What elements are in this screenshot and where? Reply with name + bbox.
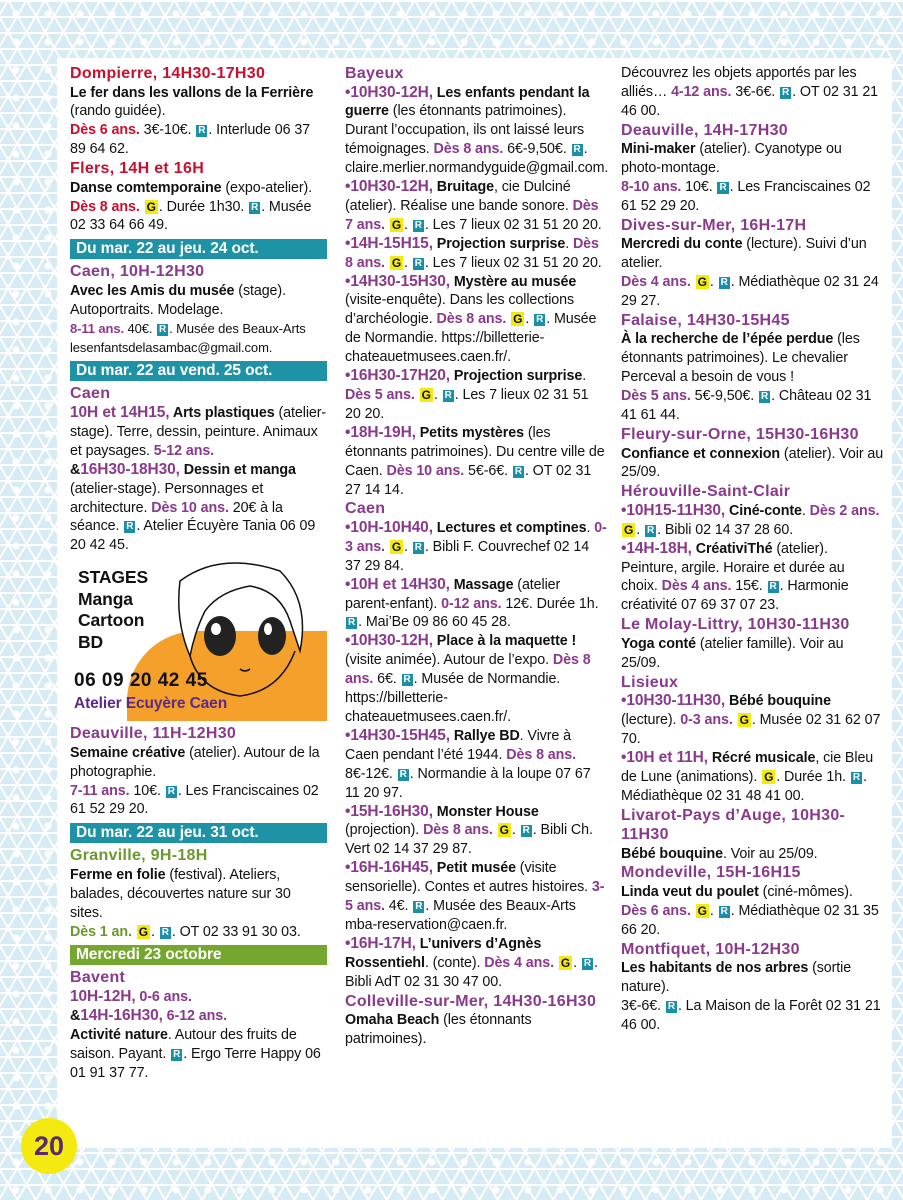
event-bavent bbox=[70, 968, 327, 1082]
age-range: Dès 4 ans. bbox=[484, 954, 554, 971]
contact: . Musée des Beaux-Arts mba-reservation@caen.fr. bbox=[345, 898, 576, 933]
stage-atelier: Atelier Ecuyère Caen bbox=[74, 695, 228, 713]
free-badge: G bbox=[697, 903, 707, 918]
duration: . Durée 1h30. bbox=[158, 198, 249, 215]
event-time: •16H30-17H20, bbox=[345, 367, 450, 385]
price: 15€. bbox=[731, 578, 767, 595]
event-time: •16H-17H, bbox=[345, 934, 416, 952]
contact: . Musée de Normandie. https://billetterie-chateauetmusees.caen.fr/. bbox=[345, 311, 597, 366]
contact: . Bibli 02 14 37 28 60. bbox=[657, 521, 794, 538]
contact: . Normandie à la loupe 07 67 11 20 97. bbox=[345, 765, 591, 801]
free-badge: G bbox=[421, 388, 431, 402]
location-heading: Dompierre, 14H30-17H30 bbox=[70, 65, 266, 82]
age-range: Dès 4 ans. bbox=[621, 274, 691, 291]
age-range: Dès 8 ans. bbox=[423, 822, 493, 839]
reservation-badge: R bbox=[536, 314, 544, 326]
event-desc: (les étonnants patrimoines). Durant l’occupation, ils ont laissé leurs témoignages. bbox=[345, 103, 585, 158]
free-badge: G bbox=[697, 275, 707, 290]
location-heading: Bavent bbox=[70, 969, 126, 987]
event-time: •10H30-12H, bbox=[345, 178, 433, 196]
price: 5€-9,50€. bbox=[690, 388, 758, 405]
price: 6€. bbox=[373, 671, 401, 688]
event-item: •14H30-15H30, Mystère au musée (visite-enquête). Dans les collections d’archéologie. Dès 8 ans. G . R . Musée de Normandie. https://billetterie-chateauetmusees.caen.fr/. bbox=[345, 272, 597, 366]
contact: . Château 02 31 41 61 44. bbox=[621, 388, 872, 424]
event-desc: (atelier parent-enfant). bbox=[345, 576, 561, 612]
reservation-badge: R bbox=[514, 465, 522, 477]
contact: . La Maison de la Forêt 02 31 21 46 00. bbox=[621, 997, 881, 1033]
event-title: Mini-maker bbox=[621, 141, 696, 158]
reservation-badge: R bbox=[667, 1000, 675, 1012]
event-desc: (atelier-stage). Personnages et architecture. bbox=[70, 480, 264, 516]
location-heading: Lisieux bbox=[621, 673, 679, 691]
event-deauville bbox=[621, 121, 885, 216]
age-range: 4-12 ans. bbox=[671, 83, 732, 100]
event-time: •10H30-11H30, bbox=[621, 692, 726, 710]
event-falaise bbox=[621, 311, 885, 425]
age-range: 8-10 ans. bbox=[621, 179, 682, 196]
price: 20€ à la séance. bbox=[70, 499, 283, 535]
age-range: Dès 8 ans. bbox=[433, 141, 504, 158]
event-title: CréativiThé bbox=[691, 540, 773, 557]
price: 3€-6€. bbox=[621, 997, 665, 1014]
event-title: Projection surprise bbox=[449, 368, 583, 385]
location-heading: Granville, 9H-18H bbox=[70, 847, 208, 865]
free-badge: G bbox=[499, 823, 509, 838]
event-title: Ferme en folie bbox=[70, 866, 166, 883]
event-item: •16H-17H, L’univers d’Agnès Rossentiehl. (conte). Dès 4 ans. G . R . Bibli AdT 02 31 30 47 00. bbox=[345, 934, 598, 990]
event-title: Lectures et comptines bbox=[432, 519, 587, 536]
contact: . Musée de Normandie. https://billetterie-chateauetmusees.caen.fr/. bbox=[345, 671, 561, 725]
event-item bbox=[621, 540, 885, 616]
stage-line: Manga bbox=[78, 588, 133, 609]
event-desc: (lecture). Suivi d’un atelier. bbox=[621, 236, 867, 272]
event-desc: (stage). Autoportraits. Modelage. bbox=[70, 282, 286, 318]
reservation-badge: R bbox=[719, 182, 727, 194]
location-heading: Le Molay-Littry, 10H30-11H30 bbox=[621, 616, 850, 634]
age-range: Dès 6 ans. bbox=[70, 122, 140, 139]
age-range: Dès 10 ans. bbox=[386, 462, 465, 479]
event-desc: (les étonnants patrimoines). Du centre ville de Caen. bbox=[345, 424, 605, 479]
duration: . Durée 1h. bbox=[776, 768, 850, 785]
free-badge: G bbox=[391, 539, 402, 554]
event-time: •15H-16H30, bbox=[345, 802, 433, 820]
reservation-badge: R bbox=[251, 201, 259, 213]
event-title: Yoga conté bbox=[621, 635, 696, 652]
date-band: Du mar. 22 au jeu. 24 oct. bbox=[70, 239, 327, 259]
age-range: Dès 1 an. bbox=[70, 923, 132, 940]
reservation-badge: R bbox=[126, 521, 134, 533]
event-time: 10H-12H, bbox=[70, 987, 136, 1005]
event-continued bbox=[621, 64, 885, 121]
age-range: 0-3 ans. bbox=[345, 519, 607, 555]
event-desc: (visite sensorielle). Contes et autres histoires. bbox=[345, 860, 592, 896]
event-dives: Dives-sur-Mer, 16H-17H Mercredi du conte (lecture). Suivi d’un atelier. Dès 4 ans. G . R . Médiathèque 02 31 24 29 27. bbox=[621, 216, 885, 311]
page-number: 20 bbox=[21, 1118, 77, 1174]
reservation-badge: R bbox=[646, 524, 655, 536]
reservation-badge: R bbox=[167, 785, 175, 797]
event-time: •16H-16H45, bbox=[345, 859, 433, 877]
reservation-badge: R bbox=[720, 277, 728, 289]
event-desc: . bbox=[565, 235, 573, 252]
event-desc: . Autour des fruits de saison. Payant. bbox=[70, 1026, 297, 1062]
age-range: Dès 8 ans. bbox=[70, 198, 140, 215]
reservation-badge: R bbox=[414, 257, 422, 269]
stage-text bbox=[78, 567, 148, 653]
event-title: Ciné-conte bbox=[725, 502, 802, 519]
event-time: •14H30-15H45, bbox=[345, 726, 450, 744]
event-item bbox=[621, 692, 885, 749]
free-badge: G bbox=[624, 522, 634, 537]
age-range: Dès 8 ans. bbox=[345, 652, 591, 688]
event-title: Projection surprise bbox=[432, 235, 566, 252]
event-granville: Granville, 9H-18H Ferme en folie (festival). Ateliers, balades, découvertes nature sur 30 sites. Dès 1 an. G . R . OT 02 33 91 30 03. bbox=[70, 846, 327, 941]
event-title: Bébé bouquine bbox=[725, 693, 831, 710]
contact: . Bibli AdT 02 31 30 47 00. bbox=[345, 954, 598, 990]
contact: . Musée 02 33 64 66 49. bbox=[70, 198, 312, 234]
event-desc: . bbox=[582, 368, 587, 385]
contact: . Ergo Terre Happy 06 01 91 37 77. bbox=[70, 1045, 321, 1081]
location-heading: Fleury-sur-Orne, 15H30-16H30 bbox=[621, 426, 859, 443]
event-title: Mercredi du conte bbox=[621, 236, 743, 253]
stage-advertisement bbox=[70, 559, 327, 721]
contact: . Mai’Be 09 86 60 45 28. bbox=[358, 614, 511, 631]
age-range: 0-12 ans. bbox=[441, 595, 502, 612]
event-desc: . (conte). bbox=[424, 954, 485, 971]
age-range: Dès 8 ans. bbox=[345, 235, 599, 271]
free-badge: G bbox=[391, 255, 402, 270]
event-desc: , cie Bleu de Lune (animations). bbox=[621, 749, 874, 785]
age-range: Dès 8 ans. bbox=[436, 311, 507, 328]
event-title: Petits mystères bbox=[415, 424, 524, 441]
age-range: Dès 2 ans. bbox=[809, 502, 880, 519]
event-caen-stages bbox=[70, 384, 327, 555]
event-fleury bbox=[621, 425, 885, 482]
event-desc: . bbox=[801, 502, 810, 519]
reservation-badge: R bbox=[444, 390, 452, 401]
event-title: Bébé bouquine bbox=[621, 845, 723, 862]
event-time: •14H-15H15, bbox=[345, 234, 433, 252]
contact: . Musée des Beaux-Arts lesenfantsdelasambac@gmail.com. bbox=[70, 320, 306, 355]
event-time: •10H30-12H, bbox=[345, 83, 433, 101]
price: 3€-10€. bbox=[139, 122, 196, 139]
age-range: 3-5 ans. bbox=[345, 879, 605, 915]
event-title: Récré musicale bbox=[707, 749, 816, 766]
contact: . Bibli Ch. Vert 02 14 37 29 87. bbox=[345, 822, 593, 858]
contact: . OT 02 33 91 30 03. bbox=[171, 923, 301, 940]
age-range: Dès 8 ans. bbox=[506, 746, 576, 763]
event-time: •10H15-11H30, bbox=[621, 501, 726, 519]
event-desc: (visite-enquête). Dans les collections d’archéologie. bbox=[345, 292, 575, 328]
event-item bbox=[345, 424, 607, 500]
location-heading: Mondeville, 15H-16H15 bbox=[621, 864, 801, 882]
event-time: •18H-19H, bbox=[345, 423, 416, 441]
age-range: Dès 6 ans. bbox=[621, 902, 691, 919]
event-livarot bbox=[621, 806, 885, 864]
event-desc: (visite animée). Autour de l’expo. bbox=[345, 652, 553, 669]
event-title: Rallye BD bbox=[449, 727, 520, 744]
contact: . Médiathèque 02 31 48 41 00. bbox=[621, 768, 867, 804]
price: 40€. bbox=[124, 320, 156, 336]
location-heading: Deauville, 11H-12H30 bbox=[70, 725, 237, 743]
event-molay bbox=[621, 615, 885, 672]
contact: . Harmonie créativité 07 69 37 07 23. bbox=[621, 578, 849, 614]
reservation-badge: R bbox=[720, 905, 728, 917]
reservation-badge: R bbox=[522, 825, 530, 837]
price: 5€-6€. bbox=[464, 462, 512, 479]
reservation-badge: R bbox=[399, 768, 407, 780]
contact: . Bibli F. Couvrechef 02 14 37 29 84. bbox=[345, 538, 590, 574]
event-desc: (atelier famille). Voir au 25/09. bbox=[621, 635, 844, 671]
event-item: •10H30-12H, Bruitage, cie Dulciné (atelier). Réalise une bande sonore. Dès 7 ans. G . R . Les 7 lieux 02 31 51 20 20. bbox=[345, 178, 602, 233]
location-heading: Montfiquet, 10H-12H30 bbox=[621, 940, 800, 958]
column-1 bbox=[70, 64, 327, 1083]
date-band: Du mar. 22 au vend. 25 oct. bbox=[70, 361, 327, 381]
column-3 bbox=[621, 64, 885, 1035]
location-heading: Falaise, 14H30-15H45 bbox=[621, 311, 790, 329]
event-item bbox=[345, 84, 607, 179]
stage-line: BD bbox=[78, 631, 104, 652]
event-mondeville: Mondeville, 15H-16H15 Linda veut du poulet (ciné-mômes). Dès 6 ans. G . R . Médiathèque 02 31 35 66 20. bbox=[621, 863, 885, 939]
event-desc: (lecture). bbox=[621, 711, 681, 728]
location-heading: Livarot-Pays d’Auge, 10H30-11H30 bbox=[621, 806, 846, 843]
event-title: Omaha Beach bbox=[345, 1012, 440, 1029]
event-desc: (expo-atelier). bbox=[221, 179, 313, 196]
free-badge: G bbox=[146, 199, 156, 214]
reservation-badge: R bbox=[761, 391, 769, 403]
ampersand: & bbox=[70, 1007, 81, 1024]
contact: . OT 02 31 21 46 00. bbox=[621, 83, 879, 119]
event-item: •10H-10H40, Lectures et comptines. 0-3 ans. G . R . Bibli F. Couvrechef 02 14 37 29 84. bbox=[345, 518, 607, 574]
event-title: Bruitage bbox=[432, 179, 494, 196]
event-desc: , cie Dulciné (atelier). Réalise une bande sonore. bbox=[345, 179, 573, 214]
column-2 bbox=[345, 64, 607, 1049]
location-heading: Caen bbox=[345, 500, 386, 518]
age-range: 8-11 ans. bbox=[70, 320, 125, 336]
event-colleville bbox=[345, 992, 607, 1049]
contact: . Les 7 lieux 02 31 51 20 20. bbox=[345, 387, 589, 422]
location-heading: Caen, 10H-12H30 bbox=[70, 263, 205, 281]
age-range: 0-6 ans. bbox=[135, 988, 192, 1005]
contact: . claire.merlier.normandyguide@gmail.com. bbox=[345, 141, 609, 177]
free-badge: G bbox=[739, 712, 749, 727]
event-time: 16H30-18H30, bbox=[80, 460, 180, 478]
event-time: 10H et 14H15, bbox=[70, 403, 170, 421]
contact: . OT 02 31 27 14 14. bbox=[345, 462, 592, 498]
event-title: Petit musée bbox=[432, 860, 516, 877]
event-item bbox=[345, 632, 607, 727]
event-title: Avec les Amis du musée bbox=[70, 282, 235, 299]
event-desc: (atelier). Voir au 25/09. bbox=[621, 445, 884, 481]
location-heading: Bayeux bbox=[345, 65, 404, 82]
event-item: •14H-15H15, Projection surprise. Dès 8 ans. G . R . Les 7 lieux 02 31 51 20 20. bbox=[345, 234, 602, 271]
price: 4€. bbox=[384, 898, 413, 915]
contact: . Les Franciscaines 02 61 52 29 20. bbox=[621, 179, 871, 214]
age-range: Dès 4 ans. bbox=[661, 578, 732, 595]
event-title: À la recherche de l’épée perdue bbox=[621, 331, 834, 348]
event-item bbox=[345, 727, 607, 803]
event-title: Place à la maquette ! bbox=[432, 633, 577, 650]
free-badge: G bbox=[560, 955, 571, 970]
event-desc: (sortie nature). bbox=[621, 960, 852, 996]
event-item: •15H-16H30, Monster House (projection). Dès 8 ans. G . R . Bibli Ch. Vert 02 14 37 29 87. bbox=[345, 802, 593, 858]
event-title: L’univers d’Agnès Rossentiehl bbox=[345, 935, 542, 971]
contact: . Les 7 lieux 02 31 51 20 20. bbox=[424, 254, 602, 271]
event-montfiquet bbox=[621, 940, 885, 1035]
free-badge: G bbox=[513, 312, 523, 327]
contact: . Interlude 06 37 89 64 62. bbox=[70, 122, 311, 158]
reservation-badge: R bbox=[414, 219, 422, 231]
free-badge: G bbox=[764, 769, 774, 784]
free-badge: G bbox=[138, 924, 148, 939]
event-title: Semaine créative bbox=[70, 744, 186, 761]
ampersand: & bbox=[70, 461, 81, 478]
event-title: Les habitants de nos arbres bbox=[621, 960, 809, 977]
event-item bbox=[621, 749, 885, 806]
event-title: Arts plastiques bbox=[169, 404, 275, 421]
event-desc: (projection). bbox=[345, 822, 424, 839]
event-item bbox=[345, 576, 607, 633]
contact: . Les Franciscaines 02 61 52 29 20. bbox=[70, 782, 319, 818]
reservation-badge: R bbox=[414, 541, 422, 553]
event-time: •10H et 11H, bbox=[621, 748, 708, 766]
age-range: Dès 7 ans. bbox=[345, 197, 599, 233]
event-title: Monster House bbox=[432, 803, 539, 820]
stage-phone: 06 09 20 42 45 bbox=[74, 670, 208, 692]
reservation-badge: R bbox=[403, 674, 411, 686]
location-heading: Hérouville-Saint-Clair bbox=[621, 483, 791, 501]
reservation-badge: R bbox=[583, 957, 591, 969]
price: 10€. bbox=[129, 782, 165, 799]
event-time: •10H et 14H30, bbox=[345, 575, 450, 593]
event-desc: (rando guidée). bbox=[70, 103, 166, 120]
event-caen-amis bbox=[70, 262, 327, 357]
event-desc: (atelier). Autour de la photographie. bbox=[70, 744, 320, 780]
event-deauville bbox=[70, 724, 327, 819]
event-time: •14H-18H, bbox=[621, 539, 692, 557]
reservation-badge: R bbox=[158, 323, 167, 335]
event-flers bbox=[70, 159, 327, 235]
age-range: 7-11 ans. bbox=[70, 782, 130, 799]
age-range: 6-12 ans. bbox=[162, 1007, 227, 1024]
event-item bbox=[345, 859, 607, 935]
price: 10€. bbox=[681, 179, 717, 196]
reservation-badge: R bbox=[769, 581, 777, 593]
event-time: •10H-10H40, bbox=[345, 518, 433, 536]
date-band: Du mar. 22 au jeu. 31 oct. bbox=[70, 823, 327, 843]
event-title: Le fer dans les vallons de la Ferrière bbox=[70, 84, 314, 101]
price: 12€. Durée 1h. bbox=[501, 595, 599, 612]
event-item: •16H30-17H20, Projection surprise. Dès 5 ans. G . R . Les 7 lieux 02 31 51 20 20. bbox=[345, 367, 589, 422]
age-range: Dès 5 ans. bbox=[345, 387, 415, 403]
event-item: •10H15-11H30, Ciné-conte. Dès 2 ans. G . R . Bibli 02 14 37 28 60. bbox=[621, 501, 880, 538]
contact: . Musée 02 31 62 07 70. bbox=[621, 711, 881, 747]
event-title: Confiance et connexion bbox=[621, 445, 781, 462]
location-heading: Flers, 14H et 16H bbox=[70, 160, 205, 178]
event-time: •10H30-12H, bbox=[345, 632, 433, 650]
reservation-badge: R bbox=[415, 901, 423, 913]
stage-line: Cartoon bbox=[78, 610, 145, 631]
event-dompierre bbox=[70, 64, 327, 159]
age-range: 5-12 ans. bbox=[153, 442, 215, 459]
reservation-badge: R bbox=[173, 1048, 181, 1060]
event-desc: (festival). Ateliers, balades, découvertes nature sur 30 sites. bbox=[70, 866, 291, 921]
reservation-badge: R bbox=[348, 617, 356, 629]
event-title: Activité nature bbox=[70, 1026, 168, 1043]
reservation-badge: R bbox=[573, 144, 581, 156]
reservation-badge: R bbox=[852, 771, 860, 783]
date-band: Mercredi 23 octobre bbox=[70, 945, 327, 965]
reservation-badge: R bbox=[782, 86, 790, 98]
event-title: Les enfants pendant la guerre bbox=[345, 84, 590, 120]
event-desc: . Voir au 25/09. bbox=[722, 845, 818, 862]
contact: . Atelier Écuyère Tania 06 09 20 42 45. bbox=[70, 518, 316, 554]
age-range: Dès 10 ans. bbox=[151, 499, 229, 516]
event-desc: (atelier-stage). Terre, dessin, peinture. Animaux et paysages. bbox=[70, 404, 327, 459]
price: 6€-9,50€. bbox=[503, 141, 571, 158]
event-desc: (atelier). Cyanotype ou photo-montage. bbox=[621, 141, 842, 177]
event-title: Danse comtemporaine bbox=[70, 179, 222, 196]
age-range: 0-3 ans. bbox=[680, 711, 733, 728]
event-desc: . Vivre à Caen pendant l’été 1944. bbox=[345, 727, 571, 763]
reservation-badge: R bbox=[198, 125, 206, 137]
event-title: Linda veut du poulet bbox=[621, 883, 759, 900]
event-desc: (ciné-mômes). bbox=[758, 883, 853, 900]
event-time: •14H30-15H30, bbox=[345, 272, 450, 290]
event-title: Mystère au musée bbox=[449, 273, 577, 290]
location-heading: Caen bbox=[70, 385, 111, 403]
location-heading: Deauville, 14H-17H30 bbox=[621, 121, 788, 139]
event-desc: . bbox=[586, 519, 595, 536]
contact: . Les 7 lieux 02 31 51 20 20. bbox=[424, 216, 602, 233]
event-title: Dessin et manga bbox=[179, 461, 296, 478]
event-desc: (les étonnants patrimoines). Le chevalier Perceval a besoin de vous ! bbox=[621, 331, 860, 386]
event-desc: (atelier). Peinture, argile. Horaire et durée au choix. bbox=[621, 540, 845, 595]
price: 8€-12€. bbox=[345, 765, 397, 782]
free-badge: G bbox=[391, 217, 402, 232]
age-range: Dès 5 ans. bbox=[621, 388, 691, 405]
location-heading: Colleville-sur-Mer, 14H30-16H30 bbox=[345, 992, 597, 1010]
contact: . Médiathèque 02 31 24 29 27. bbox=[621, 274, 879, 310]
event-title: Massage bbox=[449, 576, 514, 593]
contact: . Médiathèque 02 31 35 66 20. bbox=[621, 902, 879, 938]
event-desc: Découvrez les objets apportés par les alliés… bbox=[621, 65, 857, 100]
stage-line: STAGES bbox=[78, 567, 149, 588]
event-time: 14H-16H30, bbox=[80, 1006, 163, 1024]
reservation-badge: R bbox=[161, 926, 169, 938]
price: 3€-6€. bbox=[731, 83, 780, 100]
location-heading: Dives-sur-Mer, 16H-17H bbox=[621, 216, 807, 234]
event-desc: (les étonnants patrimoines). bbox=[345, 1012, 532, 1047]
